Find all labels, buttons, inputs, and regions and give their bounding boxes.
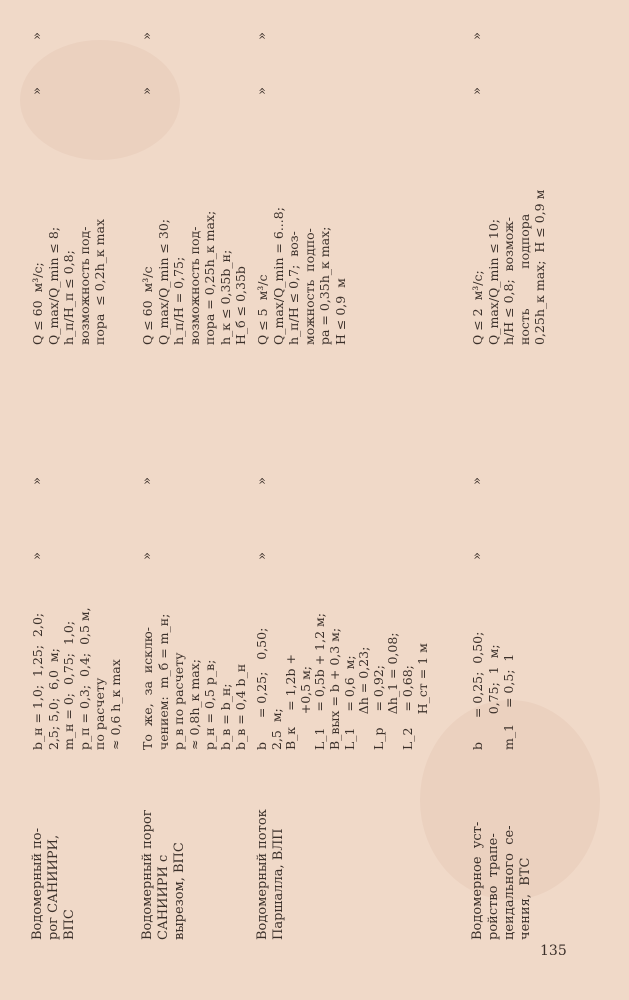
ditto-mark: » bbox=[30, 477, 45, 485]
application-conditions: Q ≤ 60 м³/с Q_max/Q_min ≤ 30; h_п/H = 0,75; возможность под- пора = 0,25h_к max; h_к ≤ 0,35b_н; H_б ≤ 0,35b bbox=[140, 210, 248, 345]
ditto-mark: » bbox=[255, 32, 270, 40]
ditto-mark: » bbox=[30, 87, 45, 95]
device-parameters: b = 0,25; 0,50; 2,5 м; B_к = 1,2b + +0,5 м; L_1 = 0,5b + 1,2 м; B_вых = b + 0,3 м; L_1 = 0,6 м; Δh = 0,23; L_р = 0,92; Δh_1 = 0,08; L_2 = 0,68; H_ст = 1 м bbox=[254, 613, 430, 750]
device-parameters: То же, за исклю- чением: m_б = m_н; p_в по расчету ≈ 0,8h_к max; p_н = 0,5 p_в; b_в = b_н; b_в = 0,4 b_н bbox=[140, 613, 248, 750]
device-name: Водомерный порог САНИИРИ с вырезом, ВПС bbox=[140, 809, 187, 940]
ditto-mark: » bbox=[470, 477, 485, 485]
ditto-mark: » bbox=[140, 477, 155, 485]
application-conditions: Q ≤ 5 м³/с Q_max/Q_min = 6...8; h_п/H ≤ 0,7; воз- можность подпо- ра = 0,35h_к max; H ≤ 0,9 м bbox=[255, 207, 348, 345]
application-conditions: Q ≤ 2 м³/с; Q_max/Q_min ≤ 10; h/H ≤ 0,8; возмож- ность подпора 0,25h_к max; H ≤ 0,9 м bbox=[470, 189, 547, 345]
device-parameters: b_н = 1,0; 1,25; 2,0; 2,5; 5,0; 6,0 м; m_н = 0; 0,75; 1,0; p_п = 0,3; 0,4; 0,5 м, по расчету ≈ 0,6 h_к max bbox=[30, 607, 123, 750]
page-number: 135 bbox=[540, 943, 567, 959]
application-conditions: Q ≤ 60 м³/с; Q_max/Q_min ≤ 8; h_п/H_п ≤ 0,8; возможность под- пора ≤ 0,2h_к max bbox=[30, 218, 107, 345]
ditto-mark: » bbox=[470, 32, 485, 40]
device-parameters: b = 0,25; 0,50; 0,75; 1 м; m_1 = 0,5; 1 bbox=[470, 631, 516, 750]
ditto-mark: » bbox=[140, 32, 155, 40]
ditto-mark: » bbox=[140, 552, 155, 560]
device-name: Водомерное уст- ройство трапе- цеидального се- чения, ВТС bbox=[470, 821, 533, 940]
ditto-mark: » bbox=[255, 552, 270, 560]
ditto-mark: » bbox=[30, 552, 45, 560]
device-name: Водомерный по- рог САНИИРИ, ВПС bbox=[30, 827, 77, 940]
ditto-mark: » bbox=[255, 477, 270, 485]
ditto-mark: » bbox=[140, 87, 155, 95]
ditto-mark: » bbox=[470, 552, 485, 560]
ditto-mark: » bbox=[470, 87, 485, 95]
ditto-mark: » bbox=[255, 87, 270, 95]
device-name: Водомерный поток Паршалла, ВЛП bbox=[255, 809, 286, 940]
ditto-mark: » bbox=[30, 32, 45, 40]
